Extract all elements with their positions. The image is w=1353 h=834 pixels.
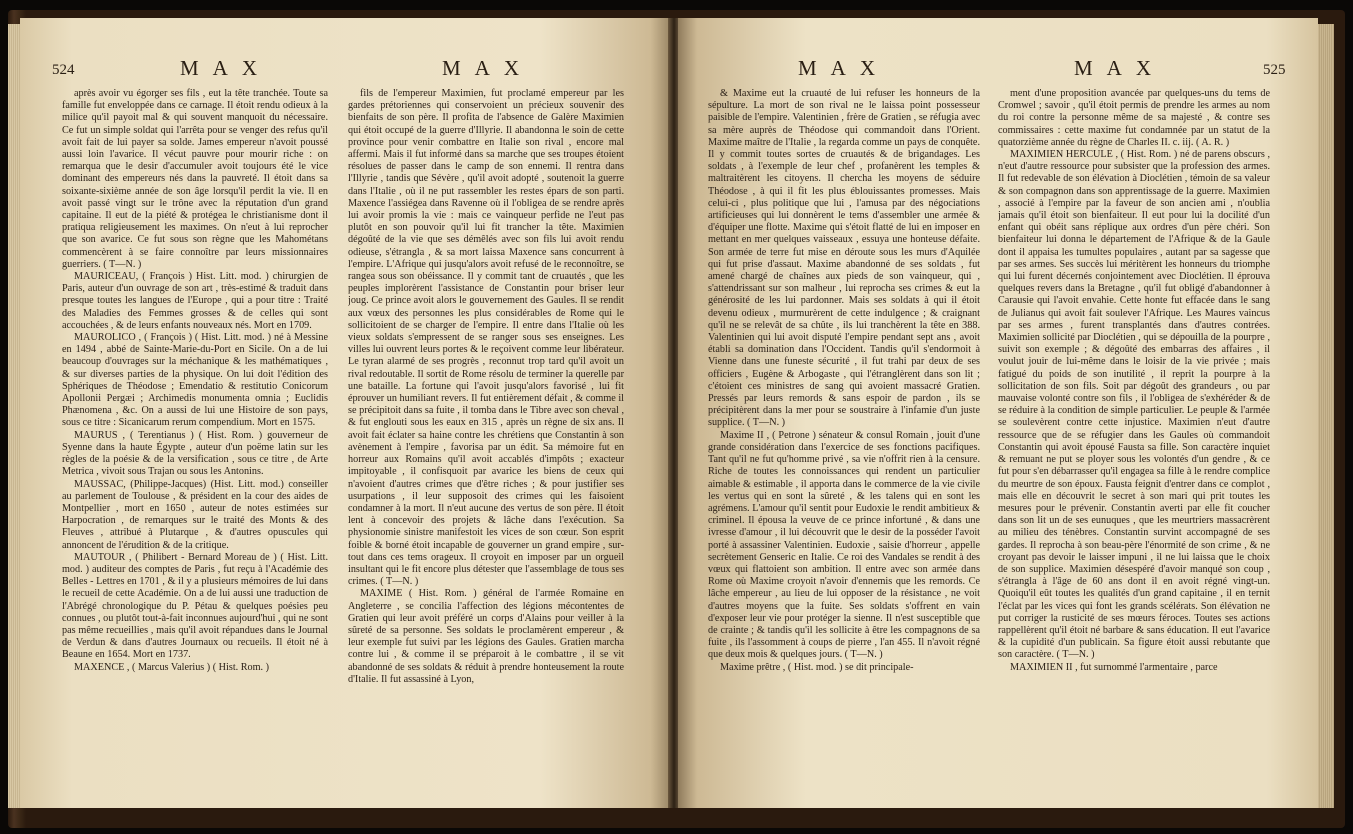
right-running-head-2: MAX [1074, 56, 1166, 80]
left-page-number: 524 [52, 62, 75, 78]
right-page-number: 525 [1263, 62, 1286, 78]
entry-mauriceau: MAURICEAU, ( François ) Hist. Litt. mod. ) chirurgien de Paris, auteur d'un ouvrage de son art , très-estimé & traduit dans presque toutes les langues de l'Europe , qui a pour titre : Traité des Maladies des Femmes grosses & de celles qui sont accouchées , & de leurs enfants nouveaux nés. Mort en 1709. [62, 271, 328, 331]
left-col2-continuation: fils de l'empereur Maximien, fut proclamé empereur par les gardes prétoriennes qui conservoient un précieux souvenir des bienfaits de son père. Il profita de l'absence de Galère Maximien qui étoit occupé de la guerre d'Illyrie. Il abandonna le soin de cette province pour venir combattre en Italie son rival , encore mal affermi. Mais il fut informé dans sa marche que ses troupes étoient résolues de passer dans le camp de son ennemi. Il rentra dans l'Illyrie , tandis que Sévère , qu'il avoit adopté , soutenoit la guerre dans l'Italie , où il ne put rassembler les restes épars de son parti. Maxence l'assiégea dans Ravenne où il l'obligea de se rendre après lui avoir promis la vie : mais ce vainqueur perfide ne l'eut pas plutôt en son pouvoir qu'il lui fit trancher la tête. Maximien dégoûté de la vie que ses démêlés avec son fils lui avoit rendu odieuse, s'étrangla , & sa mort laissa Maxence sans concurrent à l'empire. L'Afrique qui jusqu'alors avoit refusé de le reconnoître, se rangea sous son obéissance. Il y commit tant de cruautés , que les peuples implorèrent l'assistance de Constantin pour briser leur joug. Ce prince avoit alors le gouvernement des Gaules. Il se rendit aux vœux des personnes les plus considérables de Rome qui le sollicitoient de se charger de l'empire. Il entre dans l'Italie où les vieux soldats s'empressent de se ranger sous ses enseignes. Les villes lui ouvrent leurs portes & le reçoivent comme leur libérateur. Le tyran alarmé de ses progrès , reconnut trop tard qu'il avoit un rival redoutable. Il sortit de Rome résolu de terminer la querelle par une bataille. La fortune qui l'avoit jusqu'alors favorisé , lui fit éprouver un humiliant revers. Il fut entièrement défait , & comme il se précipitoit dans sa fuite , il tomba dans le Tibre avec son cheval , & fut englouti sous les eaux en 315 , après un règne de six ans. Il avoit fait éclater sa haine contre les chrétiens que Constantin à son avènement à l'empire , favorisa par un édit. Sa mémoire fut en horreur aux Romains qu'il avoit accablés d'impôts ; exacteur impitoyable , il confisquoit par avarice les biens de ceux qui n'avoient d'autres crimes que d'être riches ; & pour justifier ses usurpations , il leur supposoit des crimes qui les faisoient condamner à la mort. Il n'eut aucune des vertus de son père. Il étoit lent à concevoir des projets & lâche dans l'exécution. Sa physionomie sinistre manifestoit les vices de son cœur. Son esprit foible & borné étoit incapable de gouverner un grand empire , sur-tout dans ces tems orageux. Il croyoit en imposer par un orgueil insultant qui le fit encore plus détester que l'assemblage de tous ses crimes. ( T—N. ) [348, 88, 624, 588]
entry-mautour: MAUTOUR , ( Philibert - Bernard Moreau de ) ( Hist. Litt. mod. ) auditeur des comptes de Paris , fut reçu à l'Académie des Belles - Lettres en 1701 , & il y a plusieurs mémoires de lui dans le recueil de cette Académie. On a de lui aussi une traduction de l'Abrégé chronologique du P. Pétau & quelques poésies peu connues , ou plutôt tout-à-fait inconnues aujourd'hui , qui ne sont pas même recueillies , mais qu'il avoit répandues dans le Journal de Verdun & dans d'autres Journaux ou recueils. Il étoit né à Beaune en 1654. Mort en 1737. [62, 551, 328, 661]
right-col2-continuation: ment d'une proposition avancée par quelques-uns du tems de Cromwel ; savoir , qu'il étoit permis de prendre les armes au nom du roi contre la personne même de sa majesté , & contre ses commissaires : cette maxime fut condamnée par un statut de la quatorzième année du règne de Charles II. c. iij. ( A. R. ) [998, 88, 1270, 148]
entry-maussac: MAUSSAC, (Philippe-Jacques) (Hist. Litt. mod.) conseiller au parlement de Toulouse , & président en la cour des aides de Montpellier , mort en 1650 , auteur de notes estimées sur Harpocration , de remarques sur le traité des Monts & des Fleuves , attribué à Plutarque , & d'autres opuscules qui annoncent de l'érudition & de la critique. [62, 478, 328, 551]
page-edges-right [1316, 24, 1334, 808]
right-col1-continuation: & Maxime eut la cruauté de lui refuser les honneurs de la sépulture. La mort de son rival ne le laissa point possesseur paisible de l'empire. Valentinien , frère de Gratien , se réfugia avec sa mère auprès de Théodose qui commandoit dans l'Orient. Maxime maître de l'Italie , la regarda comme un pays de conquête. Il y commit toutes sortes de cruautés & de brigandages. Les soldats , à l'exemple de leur chef , profanèrent les temples & maltraitèrent les citoyens. Il chercha les moyens de séduire Théodose , à qui il fit les plus éblouissantes promesses. Mais celui-ci , plus politique que lui , l'amusa par des négociations artificieuses qui lui donnèrent le tems d'assembler une armée & d'équiper une flotte. Maxime qui s'étoit flatté de lui en imposer en mettant en mer quelques vaisseaux , essuya une honteuse défaite. Son armée de terre fut mise en déroute sous les murs d'Aquilée qui fut prise d'assaut. Maxime abandonné de ses soldats , fut amené chargé de chaînes aux pieds de son vainqueur, qui , s'attendrissant sur son malheur , lui reprocha ses crimes & eut la générosité de les lui pardonner. Mais ses soldats à qui il étoit devenu odieux , murmurèrent de cette indulgence ; & craignant qu'il ne se relevât de sa chûte , ils lui tranchèrent la tête en 388. Valentinien qui lui avoit disputé l'empire pendant sept ans , avoit établi sa domination dans l'Occident. Tandis qu'il s'endormoit à Vienne dans une funeste sécurité , il fut trahi par deux de ses officiers , Eugène & Arbogaste , qui l'étranglèrent dans son lit ; c'étoient ces ministres de sang qui avoient massacré Gratien. Pressés par leurs remords & sans espoir de pardon , ils se précipitèrent dans la mer pour se soustraire à l'infamie d'un juste supplice. ( T—N. ) [708, 88, 980, 429]
left-running-head-2: MAX [442, 56, 534, 80]
right-page [678, 18, 1318, 808]
entry-maximien-hercule: MAXIMIEN HERCULE , ( Hist. Rom. ) né de parens obscurs , n'eut d'autre ressource pour subsister que la profession des armes. Il fut redevable de son élévation à Dioclétien , témoin de sa valeur & son compagnon dans son apprentissage de la guerre. Maximien , associé à l'empire par la faveur de son ancien ami , n'oublia jamais qu'il étoit son bienfaiteur. Il eut pour lui la docilité d'un enfant qui obéit sans réplique aux ordres d'un père chéri. Son bienfaiteur lui donna le département de l'Afrique & de la Gaule dont il appaisa les tumultes populaires , autant par sa sagesse que par ses armes. Ses succès lui méritèrent les honneurs du triomphe qui lui furent décernés conjointement avec Dioclétien. Il éprouva quelques revers dans la Bretagne , qu'il fut obligé d'abandonner à Carausie qui l'avoit envahie. Cette honte fut effacée dans le sang de Julianus qui avoit fait soulever l'Afrique. Les Maures vaincus par ses armes , furent transplantés dans d'autres contrées. Maximien sollicité par Dioclétien , qui se dépouilla de la pourpre , suivit son exemple ; & dégoûté des embarras des affaires , il voulut jouir de lui-même dans le loisir de la vie privée ; mais fatigué du poids de son inutilité , il reprit la pourpre à la sollicitation de son fils. Soit par dégoût des grandeurs , ou par mauvaise volonté contre son fils , il l'obligea de s'exhéréder & de se réduire à la condition de simple particulier. Le peuple & l'armée se soulevèrent contre cette injustice. Maximien n'eut d'autre ressource que de se réfugier dans les Gaules où commandoit Constantin qui avoit épousé Fausta sa fille. Son caractère inquiet & remuant ne put se ployer sous les volontés d'un gendre , & ce fut pour s'en débarrasser qu'il engagea sa fille à le rendre complice du meurtre de son époux. Fausta feignit d'entrer dans ce complot , mais elle en découvrit le secret à son mari qui prit toutes les mesures pour le prévenir. Constantin averti par elle fit coucher dans son lit un de ses eunuques , que les meurtriers massacrèrent au milieu des ténèbres. Constantin survint accompagné de ses gardes. Il reprocha à son beau-père l'énormité de son crime , & ne croyant pas devoir le laisser impuni , il ne lui laissa que le choix de son supplice. Maximien désespéré d'avoir manqué son coup , s'étrangla à l'âge de 60 ans dont il en avoit régné vingt-un. Quoiqu'il eût toutes les qualités d'un grand capitaine , il en ternit l'éclat par les vices qui font les grands scélérats. Son élévation ne put corriger la rusticité de ses mœurs féroces. Toutes ses actions rappellèrent qu'il étoit né barbare & sans éducation. Il eut l'avarice & la cupidité d'un publicain. Sa figure étoit aussi rebutante que son caractère. ( T—N. ) [998, 149, 1270, 661]
entry-maxime: MAXIME ( Hist. Rom. ) général de l'armée Romaine en Angleterre , se concilia l'affection des légions mécontentes de Gratien qui leur avoit préféré un corps d'Alains pour veiller à la sûreté de sa personne. Ses soldats le proclamèrent empereur , & leur exemple fut suivi par les légions des Gaules. Gratien marcha contre lui , & comme il se préparoit à le combattre , il se vit abandonné de ses soldats & réduit à prendre honteusement la route d'Italie. Il fut assassiné à Lyon, [348, 588, 624, 685]
left-page [20, 18, 670, 808]
entry-maximien-ii: MAXIMIEN II , fut surnommé l'armentaire , parce [1010, 661, 1218, 673]
left-col1-continuation: après avoir vu égorger ses fils , eut la tête tranchée. Toute sa famille fut enveloppée dans ce carnage. Il étoit rendu odieux à la milice qu'il payoit mal & qui souvent manquoit du nécessaire. Ce fut un simple soldat qui l'arrêta pour se venger des refus qu'il avoit fait de lui payer sa solde. James empereur n'avoit poussé aussi loin l'avarice. Il vécut pauvre pour mourir riche : on remarqua que le desir d'accumuler avoit toujours été le vice dominant des empereurs nés dans la pauvreté. Il étoit dans sa soixante-sixième année de son âge lorsqu'il perdit la vie. Il en avoit passé vingt sur le trône avec la réputation d'un grand capitaine. Il eut de la piété & protégea le christianisme dont il pratiqua religieusement les maximes. On n'eut à lui reprocher que son avarice. Ce fut sous son règne que les Mahométans commencèrent à se faire connoître par leurs missionnaires guerriers. ( T—N. ) [62, 88, 328, 270]
right-column-1 [708, 88, 980, 808]
left-running-head-1: MAX [180, 56, 272, 80]
entry-maurolico: MAUROLICO , ( François ) ( Hist. Litt. mod. ) né à Messine en 1494 , abbé de Sainte-Marie-du-Port en Sicile. On a de lui beaucoup d'ouvrages sur la méchanique & les mathématiques , & sur diverses parties de la physique. On lui doit l'édition des Sphériques de Théodose ; Emendatio & restitutio Conicorum Apollonii Pergæi ; Archimedis monumenta omnia ; Euclidis Phænomena , &c. On a aussi de lui une Histoire de son pays, sous ce titre : Sicanicarum rerum compendium. Mort en 1575. [62, 332, 328, 429]
left-column-1 [62, 88, 328, 808]
entry-maurus: MAURUS , ( Terentianus ) ( Hist. Rom. ) gouverneur de Syenne dans la haute Égypte , auteur d'un poëme latin sur les règles de la poésie & de la versification , sous ce titre , de Arte Metrica , vivoit sous Trajan ou sous les Antonins. [62, 429, 328, 478]
entry-maxime-ii: Maxime II , ( Petrone ) sénateur & consul Romain , jouit d'une grande considération dans l'exercice de ses fonctions pacifiques. Tant qu'il ne fut qu'homme privé , sa vie n'offrit rien à la censure. Riche de toutes les connoissances qui rendent un particulier aimable & estimable , il apporta dans le commerce de la vie civile les vertus qui en sont la sûreté , & les talens qui en sont les agrémens. L'amour qu'il sentit pour Eudoxie le rendit ambitieux & criminel. Il épousa la veuve de ce prince infortuné , & dans une ivresse d'amour , il lui découvrit que le desir de la posséder l'avoit porté à assassiner Valentinien. Eudoxie , saisie d'horreur , appelle secrètement Genseric en Italie. Ce roi des Vandales se rendit à des vœux qui flattoient son ambition. Il entre avec son armée dans Rome où Maxime croyoit n'avoir d'ennemis que les remords. Ce lâche empereur , au lieu de lui opposer de la résistance , ne voit d'autres moyens que la fuite. Ses soldats s'offrent en vain d'exposer leur vie pour protéger la sienne. Il n'est susceptible que de crainte ; & tandis qu'il les sollicite à être les compagnons de sa fuite , ils l'assomment à coups de pierre , l'an 455. Il n'avoit régné que deux mois & quelques jours. ( T—N. ) [708, 429, 980, 661]
right-column-2 [998, 88, 1270, 808]
entry-maxence: MAXENCE , ( Marcus Valerius ) ( Hist. Rom. ) [74, 661, 270, 673]
right-running-head-1: MAX [798, 56, 890, 80]
left-column-2 [348, 88, 624, 808]
entry-maxime-pretre: Maxime prêtre , ( Hist. mod. ) se dit principale- [720, 661, 914, 673]
